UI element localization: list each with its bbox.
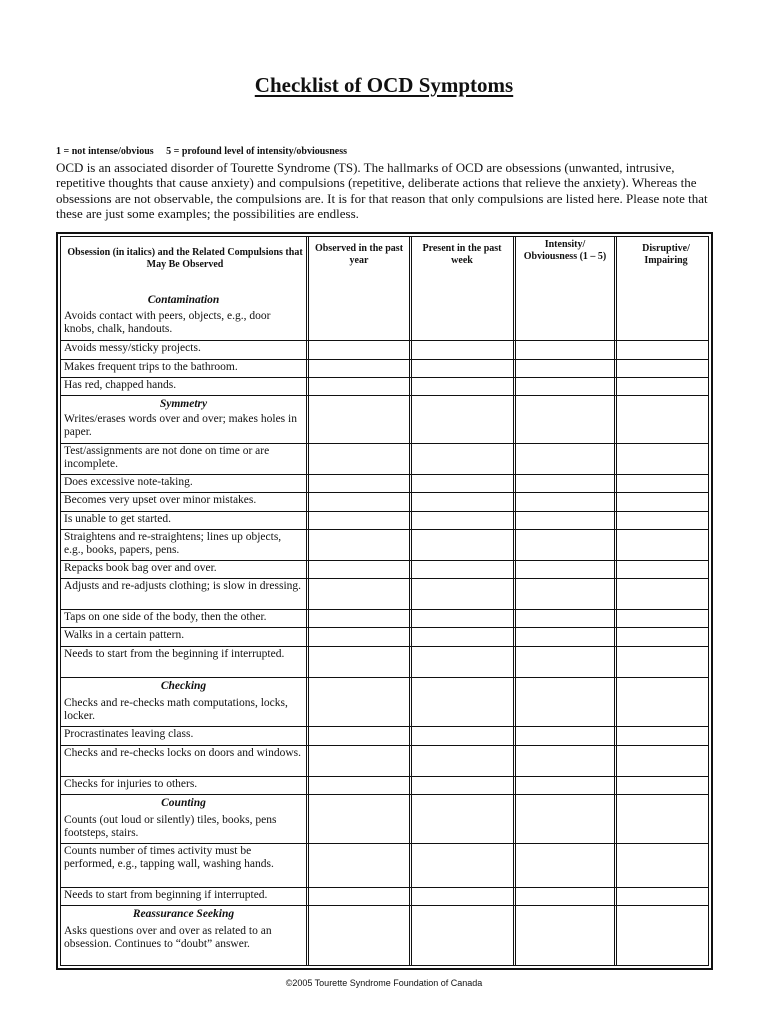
symptom-label: Counts number of times activity must be performed, e.g., tapping wall, washing hands. xyxy=(64,845,274,870)
symptom-row xyxy=(61,341,708,360)
symptom-row xyxy=(61,610,708,628)
rating-cell[interactable] xyxy=(617,746,712,776)
symptom-label: Is unable to get started. xyxy=(64,513,171,525)
rating-cell[interactable] xyxy=(412,647,513,677)
rating-cell[interactable] xyxy=(516,444,614,474)
rating-cell[interactable] xyxy=(617,444,712,474)
rating-cell[interactable] xyxy=(617,696,712,726)
rating-cell[interactable] xyxy=(617,888,712,905)
rating-cell[interactable] xyxy=(516,844,614,887)
rating-cell[interactable] xyxy=(617,610,712,627)
section-heading: Reassurance Seeking xyxy=(132,908,235,920)
rating-cell[interactable] xyxy=(516,888,614,905)
rating-cell[interactable] xyxy=(309,309,409,340)
rating-cell[interactable] xyxy=(412,579,513,609)
rating-cell[interactable] xyxy=(412,777,513,794)
column-header-obsession: Obsession (in italics) and the Related Compulsions that May Be Observed xyxy=(67,247,303,270)
intro-paragraph: OCD is an associated disorder of Tourette Syndrome (TS). The hallmarks of OCD are obsessions (unwanted, intrusive, repetitive thoughts that cause anxiety) and compulsions (repetitive, deliberate actions that relieve the anxiety). Whereas the obsessions are not observable, the compulsions are. It is for that reason that only compulsions are listed here. Please note that these are just some examples; the possibilities are endless. xyxy=(56,160,708,222)
symptom-row xyxy=(61,813,708,844)
rating-cell[interactable] xyxy=(309,341,409,359)
symptom-label: Needs to start from the beginning if interrupted. xyxy=(64,648,285,660)
rating-cell[interactable] xyxy=(309,512,409,529)
rating-cell[interactable] xyxy=(412,360,513,377)
rating-cell[interactable] xyxy=(309,844,409,887)
column-header-intensity: Intensity/ Obviousness (1 – 5) xyxy=(523,239,607,262)
rating-cell[interactable] xyxy=(617,378,712,395)
rating-cell[interactable] xyxy=(516,360,614,377)
symptom-row xyxy=(61,628,708,647)
rating-cell[interactable] xyxy=(412,378,513,395)
rating-cell[interactable] xyxy=(309,475,409,492)
rating-cell[interactable] xyxy=(412,924,513,954)
rating-cell[interactable] xyxy=(516,610,614,627)
rating-cell[interactable] xyxy=(412,813,513,843)
symptom-label: Walks in a certain pattern. xyxy=(64,629,185,641)
symptom-label: Has red, chapped hands. xyxy=(64,379,177,391)
symptom-label: Writes/erases words over and over; makes holes in paper. xyxy=(64,413,297,438)
column-header-disruptive: Disruptive/ Impairing xyxy=(642,243,690,266)
rating-cell[interactable] xyxy=(516,561,614,578)
rating-cell[interactable] xyxy=(412,628,513,646)
section-heading: Checking xyxy=(160,680,207,692)
rating-cell[interactable] xyxy=(309,727,409,745)
symptom-row xyxy=(61,309,708,341)
rating-cell[interactable] xyxy=(309,412,409,443)
rating-cell[interactable] xyxy=(412,512,513,529)
rating-cell[interactable] xyxy=(412,610,513,627)
rating-cell[interactable] xyxy=(309,561,409,578)
rating-cell[interactable] xyxy=(516,924,614,954)
rating-cell[interactable] xyxy=(617,530,712,560)
section-heading-row xyxy=(61,678,708,696)
symptom-label: Avoids messy/sticky projects. xyxy=(64,342,201,354)
symptom-label: Repacks book bag over and over. xyxy=(64,562,217,574)
column-header-present-past-week: Present in the past week xyxy=(422,243,502,266)
checklist-rows xyxy=(61,292,708,954)
symptom-row xyxy=(61,378,708,396)
rating-cell[interactable] xyxy=(412,412,513,443)
rating-cell[interactable] xyxy=(617,412,712,443)
rating-cell[interactable] xyxy=(617,727,712,745)
rating-cell[interactable] xyxy=(309,746,409,776)
symptom-row xyxy=(61,579,708,610)
rating-cell[interactable] xyxy=(309,444,409,474)
rating-cell[interactable] xyxy=(309,378,409,395)
symptom-label: Checks and re-checks math computations, locks, locker. xyxy=(64,697,288,722)
symptom-label: Does excessive note-taking. xyxy=(64,476,193,488)
section-heading-row xyxy=(61,906,708,924)
section-heading: Symmetry xyxy=(159,398,208,410)
symptom-row xyxy=(61,360,708,378)
section-heading-row xyxy=(61,396,708,412)
rating-cell[interactable] xyxy=(412,341,513,359)
symptom-label: Counts (out loud or silently) tiles, books, pens footsteps, stairs. xyxy=(64,814,277,839)
rating-cell[interactable] xyxy=(309,628,409,646)
rating-cell[interactable] xyxy=(516,746,614,776)
rating-cell[interactable] xyxy=(617,579,712,609)
rating-cell[interactable] xyxy=(617,628,712,646)
symptom-label: Straightens and re-straightens; lines up objects, e.g., books, papers, pens. xyxy=(64,531,282,556)
symptom-label: Needs to start from beginning if interrupted. xyxy=(64,889,268,901)
symptom-row xyxy=(61,561,708,579)
rating-cell[interactable] xyxy=(309,610,409,627)
rating-cell[interactable] xyxy=(412,888,513,905)
symptom-row xyxy=(61,647,708,678)
rating-cell[interactable] xyxy=(516,475,614,492)
symptom-label: Asks questions over and over as related to an obsession. Continues to “doubt” answer. xyxy=(64,925,272,950)
rating-cell[interactable] xyxy=(516,696,614,726)
rating-cell[interactable] xyxy=(412,444,513,474)
rating-cell[interactable] xyxy=(412,696,513,726)
rating-cell[interactable] xyxy=(412,746,513,776)
rating-cell[interactable] xyxy=(412,844,513,887)
rating-cell[interactable] xyxy=(617,924,712,954)
rating-cell[interactable] xyxy=(309,647,409,677)
symptom-row xyxy=(61,924,708,954)
rating-cell[interactable] xyxy=(516,341,614,359)
symptom-row xyxy=(61,727,708,746)
rating-cell[interactable] xyxy=(617,777,712,794)
symptom-checklist-table xyxy=(56,232,713,970)
column-header-observed-past-year: Observed in the past year xyxy=(314,243,404,266)
rating-cell[interactable] xyxy=(617,360,712,377)
symptom-row xyxy=(61,696,708,727)
rating-cell[interactable] xyxy=(309,530,409,560)
symptom-row xyxy=(61,493,708,512)
symptom-label: Avoids contact with peers, objects, e.g., door knobs, chalk, handouts. xyxy=(64,310,271,335)
rating-cell[interactable] xyxy=(516,777,614,794)
section-heading-row xyxy=(61,292,708,309)
rating-cell[interactable] xyxy=(412,561,513,578)
symptom-row xyxy=(61,777,708,795)
rating-cell[interactable] xyxy=(617,561,712,578)
symptom-row xyxy=(61,530,708,561)
rating-cell[interactable] xyxy=(516,412,614,443)
rating-cell[interactable] xyxy=(516,378,614,395)
rating-cell[interactable] xyxy=(412,309,513,340)
rating-cell[interactable] xyxy=(516,647,614,677)
rating-cell[interactable] xyxy=(617,512,712,529)
symptom-label: Checks and re-checks locks on doors and windows. xyxy=(64,747,301,759)
rating-cell[interactable] xyxy=(617,844,712,887)
symptom-label: Procrastinates leaving class. xyxy=(64,728,194,740)
symptom-label: Adjusts and re-adjusts clothing; is slow in dressing. xyxy=(64,580,302,592)
rating-cell[interactable] xyxy=(516,493,614,511)
rating-cell[interactable] xyxy=(309,696,409,726)
symptom-row xyxy=(61,475,708,493)
rating-cell[interactable] xyxy=(309,493,409,511)
rating-cell[interactable] xyxy=(412,727,513,745)
copyright-footer: ©2005 Tourette Syndrome Foundation of Canada xyxy=(285,978,483,988)
rating-cell[interactable] xyxy=(617,309,712,340)
rating-cell[interactable] xyxy=(412,493,513,511)
section-heading: Counting xyxy=(161,797,206,809)
symptom-row xyxy=(61,844,708,888)
section-heading-row xyxy=(61,795,708,813)
table-inner-border xyxy=(60,236,709,966)
rating-cell[interactable] xyxy=(309,777,409,794)
rating-cell[interactable] xyxy=(516,309,614,340)
rating-cell[interactable] xyxy=(516,579,614,609)
rating-cell[interactable] xyxy=(516,512,614,529)
symptom-row xyxy=(61,444,708,475)
rating-cell[interactable] xyxy=(617,341,712,359)
section-heading: Contamination xyxy=(147,294,220,306)
intensity-scale-note: 1 = not intense/obvious 5 = profound level of intensity/obviousness xyxy=(56,146,347,157)
rating-cell[interactable] xyxy=(309,813,409,843)
symptom-label: Test/assignments are not done on time or are incomplete. xyxy=(64,445,270,470)
rating-cell[interactable] xyxy=(516,530,614,560)
symptom-row xyxy=(61,512,708,530)
rating-cell[interactable] xyxy=(412,475,513,492)
rating-cell[interactable] xyxy=(309,579,409,609)
rating-cell[interactable] xyxy=(516,628,614,646)
rating-cell[interactable] xyxy=(309,360,409,377)
symptom-row xyxy=(61,412,708,444)
rating-cell[interactable] xyxy=(617,493,712,511)
rating-cell[interactable] xyxy=(617,647,712,677)
rating-cell[interactable] xyxy=(617,813,712,843)
symptom-label: Taps on one side of the body, then the other. xyxy=(64,611,267,623)
rating-cell[interactable] xyxy=(309,888,409,905)
page-title: Checklist of OCD Symptoms xyxy=(254,73,514,97)
symptom-label: Checks for injuries to others. xyxy=(64,778,198,790)
rating-cell[interactable] xyxy=(617,475,712,492)
symptom-label: Makes frequent trips to the bathroom. xyxy=(64,361,238,373)
symptom-row xyxy=(61,746,708,777)
rating-cell[interactable] xyxy=(412,530,513,560)
rating-cell[interactable] xyxy=(516,727,614,745)
symptom-label: Becomes very upset over minor mistakes. xyxy=(64,494,257,506)
rating-cell[interactable] xyxy=(516,813,614,843)
symptom-row xyxy=(61,888,708,906)
rating-cell[interactable] xyxy=(309,924,409,954)
